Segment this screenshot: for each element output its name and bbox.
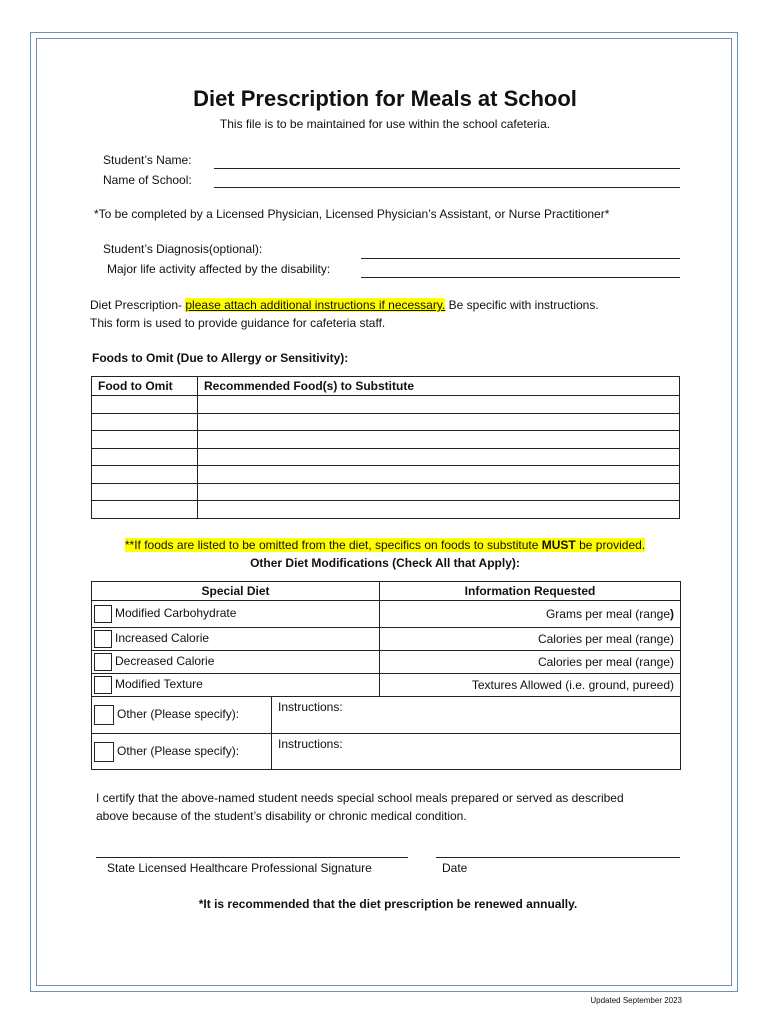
decreased-calorie-checkbox[interactable] [94,653,112,671]
col-information-requested: Information Requested [380,582,681,601]
school-name-label: Name of School: [103,173,192,187]
increased-calorie-checkbox[interactable] [94,630,112,648]
col-substitute: Recommended Food(s) to Substitute [198,377,680,396]
diagnosis-label: Student’s Diagnosis(optional): [103,242,263,256]
omit-notice-must: MUST [541,538,576,552]
diet-option-cell [92,697,272,734]
diet-option-label: Other (Please specify): [117,743,240,758]
omit-cell[interactable] [92,396,198,414]
table-row [92,396,680,414]
omit-cell[interactable] [92,501,198,519]
date-field[interactable] [436,857,680,858]
info-label: Calories per meal (range) [537,655,674,669]
instructions-label: Instructions: [278,700,343,714]
table-header-row [92,377,680,396]
prescription-suffix: Be specific with instructions. [445,298,599,312]
prescription-prefix: Diet Prescription- [90,298,186,312]
info-label-paren: ) [670,607,674,621]
table-row [92,466,680,484]
diagnosis-field[interactable] [361,258,680,259]
diet-modifications-table [91,581,681,770]
signature-field[interactable] [96,857,408,858]
omit-cell[interactable] [92,448,198,466]
omit-cell[interactable] [92,466,198,484]
student-name-field[interactable] [214,168,680,169]
table-row [92,651,681,674]
omit-notice-highlight [125,538,645,552]
diet-option-cell [92,601,380,628]
updated-date: Updated September 2023 [590,996,682,1005]
info-label: Textures Allowed (i.e. ground, pureed) [471,678,674,692]
life-activity-label: Major life activity affected by the disability: [107,262,331,276]
renewal-note: *It is recommended that the diet prescription be renewed annually. [198,897,578,911]
other-specify-checkbox-2[interactable] [94,742,114,762]
modified-carbohydrate-checkbox[interactable] [94,605,112,623]
modified-texture-checkbox[interactable] [94,676,112,694]
info-cell[interactable] [380,651,681,674]
prescription-instructions [90,298,599,312]
completion-note: *To be completed by a Licensed Physician, Licensed Physician’s Assistant, or Nurse Practitioner* [94,207,610,221]
prescription-purpose: This form is used to provide guidance for cafeteria staff. [90,316,386,330]
certification-line-1: I certify that the above-named student needs special school meals prepared or served as described [96,791,624,805]
table-row [92,483,680,501]
modifications-heading: Other Diet Modifications (Check All that Apply): [250,556,520,570]
omit-notice-suffix: be provided. [575,538,646,552]
omit-notice [0,538,770,552]
diet-option-cell [92,651,380,674]
substitute-cell[interactable] [198,413,680,431]
diet-option-label: Decreased Calorie [115,654,215,669]
table-row [92,674,681,697]
foods-to-omit-table [91,376,680,519]
table-row [92,413,680,431]
other-specify-checkbox-1[interactable] [94,705,114,725]
life-activity-field[interactable] [361,277,680,278]
substitute-cell[interactable] [198,501,680,519]
table-row [92,601,681,628]
info-cell[interactable] [380,601,681,628]
substitute-cell[interactable] [198,431,680,449]
table-row [92,501,680,519]
certification-line-2: above because of the student’s disability or chronic medical condition. [96,809,467,823]
diet-option-label: Modified Texture [115,677,203,692]
info-label: Calories per meal (range) [537,632,674,646]
omit-notice-prefix: **If foods are listed to be omitted from the diet, specifics on foods to substitute [124,538,542,552]
info-label: Grams per meal (range [545,607,670,621]
diet-option-label: Increased Calorie [115,631,210,646]
diet-option-label: Other (Please specify): [117,707,240,722]
substitute-cell[interactable] [198,448,680,466]
school-name-field[interactable] [214,187,680,188]
diet-option-cell [92,628,380,651]
omit-cell[interactable] [92,483,198,501]
omit-heading: Foods to Omit (Due to Allergy or Sensitivity): [92,351,349,365]
form-subtitle: This file is to be maintained for use within the school cafeteria. [219,117,551,131]
student-name-label: Student’s Name: [103,153,192,167]
substitute-cell[interactable] [198,466,680,484]
omit-cell[interactable] [92,413,198,431]
info-cell[interactable] [380,628,681,651]
diet-option-cell [92,734,272,770]
col-food-to-omit: Food to Omit [92,377,198,396]
signature-label: State Licensed Healthcare Professional Signature [107,861,372,875]
table-row [92,448,680,466]
table-row [92,628,681,651]
instructions-cell[interactable] [272,697,681,734]
form-title: Diet Prescription for Meals at School [193,86,577,111]
instructions-label: Instructions: [278,737,343,751]
info-cell[interactable] [380,674,681,697]
table-row [92,697,681,734]
attach-instructions-highlight: please attach additional instructions if necessary. [185,298,446,312]
substitute-cell[interactable] [198,396,680,414]
table-row [92,431,680,449]
table-row [92,734,681,770]
col-special-diet: Special Diet [92,582,380,601]
omit-cell[interactable] [92,431,198,449]
substitute-cell[interactable] [198,483,680,501]
instructions-cell[interactable] [272,734,681,770]
table-header-row [92,582,681,601]
diet-option-cell [92,674,380,697]
diet-option-label: Modified Carbohydrate [115,606,237,621]
date-label: Date [442,861,468,875]
